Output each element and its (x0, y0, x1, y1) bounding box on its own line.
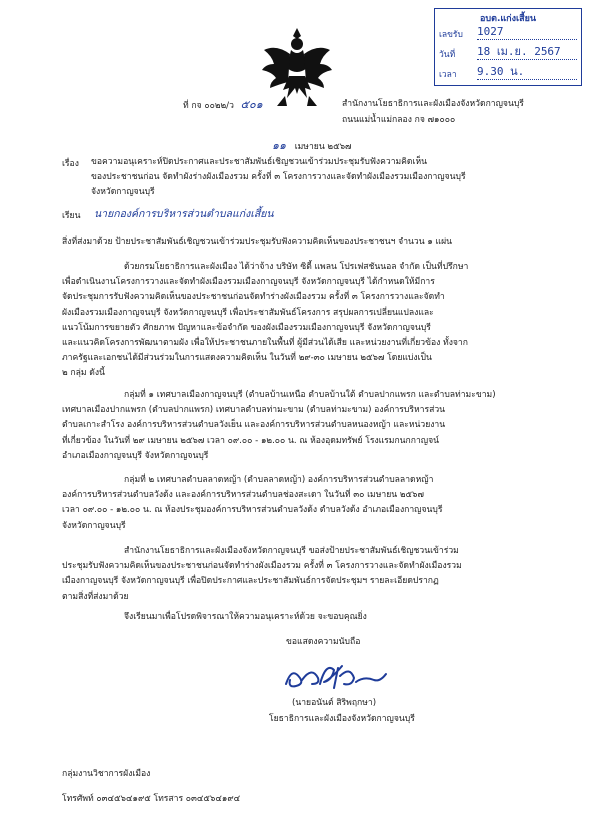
subject-label: เรื่อง (62, 159, 79, 169)
body-line: สำนักงานโยธาธิการและผังเมืองจังหวัดกาญจนบุรี ขอส่งป้ายประชาสัมพันธ์เชิญชวนเข้าร่วม (124, 546, 459, 556)
body-line: เพื่อดำเนินงานโครงการวางและจัดทำผังเมืองรวมเมืองกาญจนบุรี จังหวัดกาญจนบุรี ได้กำหนดให้มีการ (62, 277, 435, 288)
body-line: จังหวัดกาญจนบุรี (62, 520, 126, 531)
office-address: ถนนแม่น้ำแม่กลอง กจ ๗๑๐๐๐ (342, 115, 456, 125)
body-line: ด้วยกรมโยธาธิการและผังเมือง ได้ว่าจ้าง บริษัท ซิตี้ แพลน โปรเฟสชันนอล จำกัด เป็นที่ปรึกษา (124, 262, 469, 272)
body-line: องค์การบริหารส่วนตำบลวังด้ง และองค์การบริหารส่วนตำบลช่องสะเดา ในวันที่ ๓๐ เมษายน ๒๕๖๗ (62, 490, 424, 501)
ref-number-handwritten: ๕๐๑ (240, 98, 263, 111)
addressee-handwritten: นายกองค์การบริหารส่วนตำบลแก่งเสี้ยน (94, 208, 274, 220)
body-line: จัดประชุมการรับฟังความคิดเห็นของประชาชนก่อนจัดทำร่างผังเมืองรวม ครั้งที่ ๓ โครงการวางและจัดทำ (62, 292, 445, 303)
office-name: สำนักงานโยธาธิการและผังเมืองจังหวัดกาญจนบุรี (342, 99, 524, 109)
body-paragraph-1 (62, 260, 542, 382)
attachment-line: สิ่งที่ส่งมาด้วย ป้ายประชาสัมพันธ์เชิญชวนเข้าร่วมประชุมรับฟังความคิดเห็นของประชาชนฯ จำนวน ๑ แผ่น (62, 237, 452, 247)
body-paragraph-3 (62, 473, 542, 534)
subject-line: จังหวัดกาญจนบุรี (91, 187, 155, 198)
body-paragraph-2 (62, 388, 542, 464)
body-line: แนวโน้มการขยายตัว ศักยภาพ ปัญหาและข้อจำกัด ของผังเมืองรวมเมืองกาญจนบุรี จังหวัดกาญจนบุรี (62, 322, 431, 333)
doc-date (272, 139, 352, 154)
garuda-emblem-icon (262, 26, 332, 110)
date-month-year: เมษายน ๒๕๖๗ (294, 142, 352, 152)
subject-line: ของประชาชนก่อน จัดทำผังร่างผังเมืองรวม ครั้งที่ ๓ โครงการวางและจัดทำผังเมืองรวมเมืองกาญจนบุรี (91, 172, 466, 183)
stamp-time-value: 9.30 น. (477, 65, 577, 80)
addressee-label: เรียน (62, 211, 81, 221)
stamp-number-label: เลขรับ (439, 30, 463, 40)
ref-number-text: ที่ กจ ๐๐๒๒/ว (183, 101, 234, 111)
body-line: ผังเมืองรวมเมืองกาญจนบุรี จังหวัดกาญจนบุรี เพื่อประชาสัมพันธ์โครงการ สรุปผลการเปลี่ยนแปลงและ (62, 307, 434, 318)
stamp-time-label: เวลา (439, 70, 457, 80)
stamp-row-number (439, 25, 577, 41)
body-line: ๒ กลุ่ม ดังนี้ (62, 368, 105, 379)
date-handwritten-day: ๑๑ (272, 139, 286, 152)
body-line: กลุ่มที่ ๒ เทศบาลตำบลลาดหญ้า (ตำบลลาดหญ้า) องค์การบริหารส่วนตำบลลาดหญ้า (124, 475, 434, 485)
stamp-date-label: วันที่ (439, 50, 456, 60)
signer-name: (นายอนันต์ สิริพฤกษา) (292, 698, 377, 708)
body-line: เมืองกาญจนบุรี จังหวัดกาญจนบุรี เพื่อปิดประกาศและประชาสัมพันธ์การจัดประชุมฯ รายละเอียดปรากฏ (62, 576, 439, 587)
doc-ref-number (183, 98, 263, 113)
body-line: กลุ่มที่ ๑ เทศบาลเมืองกาญจนบุรี (ตำบลบ้านเหนือ ตำบลบ้านใต้ ตำบลปากแพรก และตำบลท่ามะขาม) (124, 390, 496, 400)
stamp-number-value: 1027 (477, 25, 577, 40)
body-paragraph-4 (62, 544, 542, 605)
stamp-header: อบต.แก่งเสี้ยน (479, 14, 537, 24)
stamp-date-value: 18 เม.ย. 2567 (477, 45, 577, 60)
body-line: ภาครัฐและเอกชนได้มีส่วนร่วมในการแสดงความคิดเห็น ในวันที่ ๒๙-๓๐ เมษายน ๒๕๖๗ โดยแบ่งเป็น (62, 353, 432, 364)
subject-text (91, 155, 531, 201)
subject-line: ขอความอนุเคราะห์ปิดประกาศและประชาสัมพันธ์เชิญชวนเข้าร่วมประชุมรับฟังความคิดเห็น (91, 157, 427, 167)
receipt-stamp (434, 8, 582, 86)
body-line: เวลา ๐๙.๐๐ - ๑๒.๐๐ น. ณ ห้องประชุมองค์การบริหารส่วนตำบลวังด้ง ตำบลวังด้ง อำเภอเมืองกาญจนบุรี (62, 505, 443, 516)
signer-title: โยธาธิการและผังเมืองจังหวัดกาญจนบุรี (269, 714, 415, 724)
signature-image (280, 654, 390, 694)
closing-request: จึงเรียนมาเพื่อโปรดพิจารณาให้ความอนุเคราะห์ด้วย จะขอบคุณยิ่ง (124, 612, 367, 622)
contact-phone: โทรศัพท์ ๐๓๔๕๖๔๑๙๕ โทรสาร ๐๓๔๕๖๔๑๙๔ (62, 794, 241, 804)
stamp-row-date (439, 45, 577, 61)
body-line: อำเภอเมืองกาญจนบุรี จังหวัดกาญจนบุรี (62, 450, 209, 461)
body-line: ที่เกี่ยวข้อง ในวันที่ ๒๙ เมษายน ๒๕๖๗ เวลา ๐๙.๐๐ - ๑๒.๐๐ น. ณ ห้องอุดมทรัพย์ โรงแรมกนกกาญจน์ (62, 435, 440, 446)
body-line: ประชุมรับฟังความคิดเห็นของประชาชนก่อนจัดทำร่างผังเมืองรวม ครั้งที่ ๓ โครงการวางและจัดทำผังเมืองรวม (62, 561, 462, 572)
body-line: ตามสิ่งที่ส่งมาด้วย (62, 591, 129, 602)
issuing-unit: กลุ่มงานวิชาการผังเมือง (62, 769, 151, 779)
body-line: และแนวคิดโครงการพัฒนาตามผัง เพื่อให้ประชาชนภายในพื้นที่ ผู้มีส่วนได้เสีย และหน่วยงานที่เกี่ยวข้อง ทั้งจาก (62, 338, 468, 349)
body-line: ตำบลเกาะสำโรง องค์การบริหารส่วนตำบลวังเย็น และองค์การบริหารส่วนตำบลหนองหญ้า และหน่วยงาน (62, 420, 446, 431)
closing-salutation: ขอแสดงความนับถือ (286, 637, 361, 647)
stamp-row-time (439, 65, 577, 81)
body-line: เทศบาลเมืองปากแพรก (ตำบลปากแพรก) เทศบาลตำบลท่ามะขาม (ตำบลท่ามะขาม) องค์การบริหารส่วน (62, 405, 446, 416)
